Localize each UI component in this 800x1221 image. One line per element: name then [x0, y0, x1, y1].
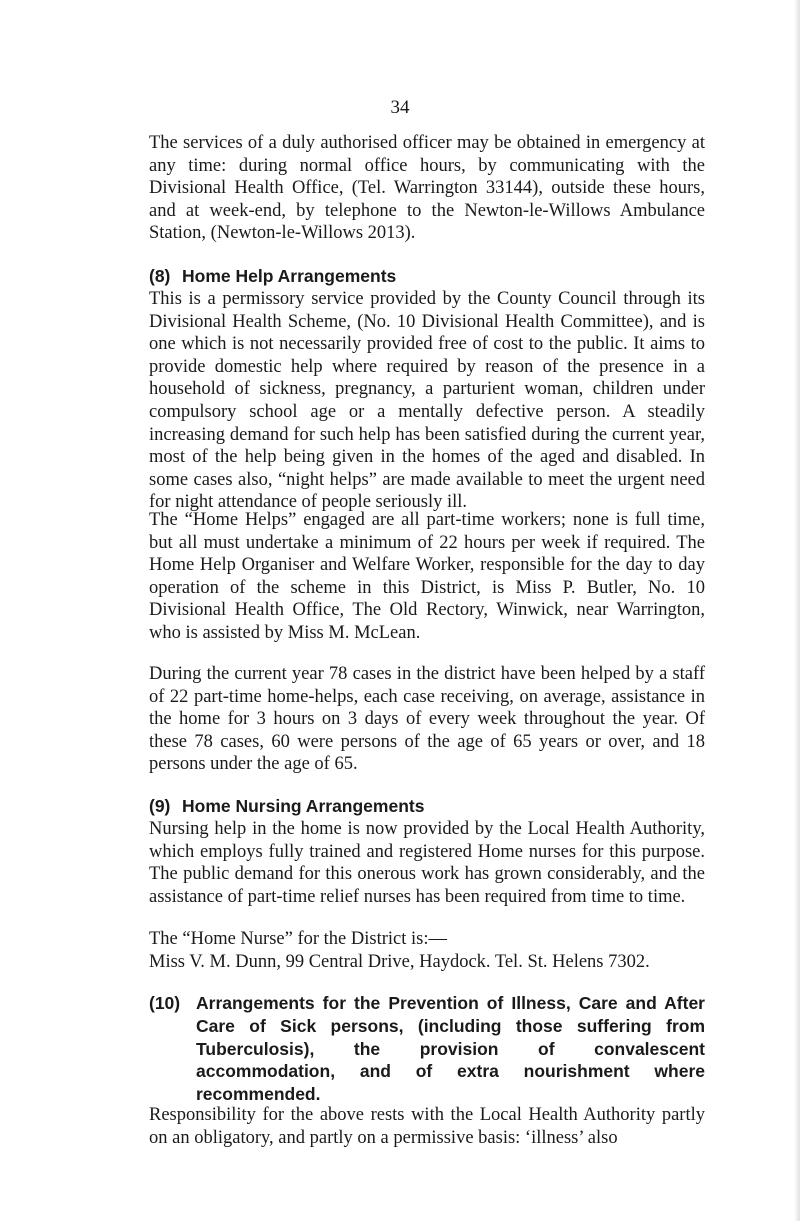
section-8-paragraph-2: The “Home Helps” engaged are all part-time workers; none is full time, but all must undertake a minimum of 22 hours per week if required. The Home Help Organiser and Welfare Worker, responsible for the day to day operation of the scheme in this District, is Miss P. Butler, No. 10 Divisional Health Office, The Old Rectory, Winwick, near Warrington, who is assisted by Miss M. McLean. — [149, 510, 705, 643]
section-9-title: Home Nursing Arrangements — [182, 796, 425, 816]
section-8-title: Home Help Arrangements — [182, 266, 397, 286]
section-8-heading — [149, 265, 705, 288]
page-edge-shadow — [794, 0, 800, 1221]
section-8-paragraph-3: During the current year 78 cases in the district have been helped by a staff of 22 part-time home-helps, each case receiving, on average, assistance in the home for 3 hours on 3 days of every week throughout the year. Of these 78 cases, 60 were persons of the age of 65 years or over, and 18 persons under the age of 65. — [149, 664, 705, 775]
home-nurse-details: Miss V. M. Dunn, 99 Central Drive, Haydock. Tel. St. Helens 7302. — [149, 952, 650, 972]
page-number: 34 — [390, 97, 410, 118]
section-10-heading — [149, 992, 705, 1106]
section-8-number: (8) — [149, 266, 171, 286]
section-10-paragraph: Responsibility for the above rests with the Local Health Authority partly on an obligatory, and partly on a permissive basis: ‘illness’ also — [149, 1105, 705, 1148]
intro-paragraph: The services of a duly authorised officer may be obtained in emergency at any time: during normal office hours, by communicating with the Divisional Health Office, (Tel. Warrington 33144), outside these hours, and at week-end, by telephone to the Newton-le-Willows Ambulance Station, (Newton-le-Willows 2013). — [149, 133, 705, 244]
section-9-number: (9) — [149, 796, 171, 816]
section-9-paragraph: Nursing help in the home is now provided by the Local Health Authority, which employs fully trained and registered Home nurses for this purpose. The public demand for this onerous work has grown considerably, and the assistance of part-time relief nurses has been required from time to time. — [149, 819, 705, 907]
section-9-heading — [149, 795, 705, 818]
section-10-number: (10) — [149, 993, 181, 1013]
section-10-title: Arrangements for the Prevention of Illness, Care and After Care of Sick persons, (including those suffering from Tuberculosis), the provision of convalescent accommodation, and of extra nourishment where recommended. — [196, 993, 705, 1105]
section-8-paragraph-1: This is a permissory service provided by the County Council through its Divisional Health Scheme, (No. 10 Divisional Health Committee), and is one which is not necessarily provided free of cost to the public. It aims to provide domestic help where required by reason of the presence in a household of sickness, pregnancy, a parturient woman, children under compulsory school age or a mentally defective person. A steadily increasing demand for such help has been satisfied during the current year, most of the help being given in the homes of the aged and disabled. In some cases also, “night helps” are made available to meet the urgent need for night attendance of people seriously ill. — [149, 289, 705, 513]
home-nurse-intro: The “Home Nurse” for the District is:— — [149, 929, 447, 949]
